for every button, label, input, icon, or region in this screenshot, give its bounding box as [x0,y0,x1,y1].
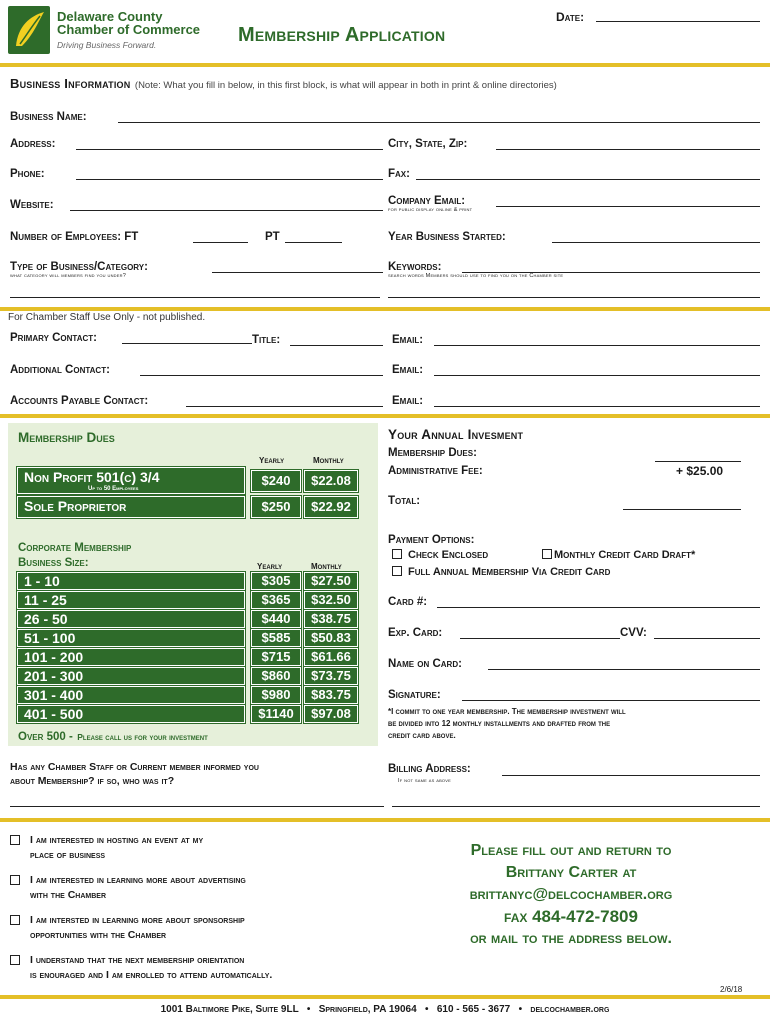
ft-field[interactable] [193,242,248,243]
commit-note-3: credit card above. [388,731,456,740]
date-field[interactable] [596,21,760,22]
pt-label: PT [265,231,280,243]
city-label: City, State, Zip: [388,138,468,150]
corporate-monthly: $32.50 [304,591,358,609]
phone-field[interactable] [76,179,383,180]
return-info [396,840,746,950]
monthly-cc-label: Monthly Credit Card Draft* [554,549,696,561]
corporate-title-1: Corporate Membership [18,542,132,554]
corporate-size: 401 - 500 [24,706,84,722]
org-name-line2: Chamber of Commerce [57,22,201,37]
referral-question [10,760,259,788]
return-line-5: or mail to the address below. [470,930,672,947]
corporate-yearly: $440 [251,610,301,628]
corporate-size: 301 - 400 [24,687,84,703]
cvv-label: CVV: [620,627,647,639]
website-label: Website: [10,199,54,211]
over-500-label: Over 500 - [18,731,73,743]
business-name-label: Business Name: [10,111,87,123]
return-line-2: Brittany Carter at [505,864,637,881]
exp-field[interactable] [460,638,620,639]
company-email-label: Company Email: [388,195,466,207]
primary-contact-label: Primary Contact: [10,332,97,344]
employees-label: Number of Employees: FT [10,231,139,243]
billing-field-2[interactable] [392,806,760,807]
admin-fee-value: + $25.00 [676,464,724,478]
monthly-cc-option[interactable] [542,549,695,561]
corporate-title [18,541,131,571]
interest-line-2: is enouraged and I am enrolled to attend automatically. [30,969,273,981]
keywords-label: Keywords: [388,261,442,273]
corp-monthly-header: Monthly [311,562,342,571]
corporate-size: 1 - 10 [24,573,60,589]
nonprofit-yearly: $240 [251,470,301,492]
billing-label: Billing Address: [388,763,471,775]
type-sub: what category will members find you under? [10,273,126,279]
interest-line-2: opportunities with the Chamber [30,929,167,941]
sole-row [17,496,245,518]
additional-contact-field[interactable] [140,375,383,376]
interest-line-2: with the Chamber [30,889,107,901]
checkbox[interactable] [542,549,552,559]
email-field-1[interactable] [434,345,760,346]
year-started-field[interactable] [552,242,760,243]
divider [0,63,770,67]
fax-label: Fax: [388,168,410,180]
type-field-2[interactable] [10,297,380,298]
corporate-size: 101 - 200 [24,649,84,665]
corporate-monthly: $38.75 [304,610,358,628]
interest-line-1: I understand that the next membership orientation [30,954,245,966]
corporate-size-row [17,686,245,704]
interest-line-2: place of business [30,849,106,861]
total-field[interactable] [623,509,741,510]
sole-monthly: $22.92 [304,496,358,518]
business-info-note: (Note: What you fill in below, in this first block, is what will appear in both in print & online directories) [134,80,557,91]
corporate-yearly: $980 [251,686,301,704]
corporate-size-row [17,610,245,628]
fax-field[interactable] [416,179,760,180]
membership-dues-label: Membership Dues: [388,447,477,459]
keywords-sub: search words Members should use to find you on the Chamber site [388,273,564,279]
type-label: Type of Business/Category: [10,261,148,273]
over-500-row [18,727,208,745]
chamber-logo [8,6,50,54]
check-enclosed-label: Check Enclosed [408,549,489,561]
city-field[interactable] [496,149,760,150]
corporate-yearly: $1140 [251,705,301,723]
divider [0,414,770,418]
sole-yearly: $250 [251,496,301,518]
checkbox[interactable] [10,835,20,845]
corporate-size: 201 - 300 [24,668,84,684]
monthly-header: Monthly [313,456,344,465]
accounts-payable-field[interactable] [186,406,383,407]
org-name [57,10,200,36]
corporate-size-row [17,648,245,666]
corp-yearly-header: Yearly [257,562,283,571]
commit-note-1: *I commit to one year membership. The membership investment will [388,707,626,716]
dues-title: Membership Dues [18,430,115,445]
interest-option[interactable] [10,873,246,903]
interest-line-1: I am intersted in learning more about sponsorship [30,914,245,926]
card-num-label: Card #: [388,596,428,608]
address-label: Address: [10,138,56,150]
interest-option[interactable] [10,913,245,943]
business-name-field[interactable] [118,122,760,123]
email-label-1: Email: [392,334,424,346]
name-on-card-label: Name on Card: [388,658,462,670]
billing-field[interactable] [502,775,760,776]
name-on-card-field[interactable] [488,669,760,670]
signature-label: Signature: [388,689,441,701]
interest-option[interactable] [10,953,272,983]
pt-field[interactable] [285,242,342,243]
commit-note [388,706,626,742]
corporate-monthly: $83.75 [304,686,358,704]
full-annual-label: Full Annual Membership Via Credit Card [408,566,611,578]
corporate-monthly: $50.83 [304,629,358,647]
corporate-yearly: $715 [251,648,301,666]
sole-name: Sole Proprietor [24,498,127,514]
referral-line-1: Has any Chamber Staff or Current member informed you [10,761,259,773]
interest-option[interactable] [10,833,203,863]
corporate-size: 26 - 50 [24,611,68,627]
email-label-3: Email: [392,395,424,407]
investment-title: Your Annual Invesment [388,427,524,442]
return-line-1: Please fill out and return to [470,842,672,859]
corporate-yearly: $305 [251,572,301,590]
corporate-monthly: $61.66 [304,648,358,666]
additional-contact-label: Additional Contact: [10,364,110,376]
title-field[interactable] [290,345,383,346]
nonprofit-sub: Up to 50 Employees [88,486,139,492]
company-email-field[interactable] [496,206,760,207]
checkbox[interactable] [392,549,402,559]
corporate-yearly: $860 [251,667,301,685]
date-code: 2/6/18 [720,985,743,994]
org-name-line1: Delaware County [57,9,163,24]
corporate-monthly: $27.50 [304,572,358,590]
check-enclosed-option[interactable] [392,549,488,561]
billing-sub: If not same as above [398,778,451,784]
checkbox[interactable] [392,566,402,576]
nonprofit-monthly: $22.08 [304,470,358,492]
divider [0,818,770,822]
primary-contact-field[interactable] [122,343,252,344]
divider [0,307,770,311]
corporate-size: 11 - 25 [24,592,67,608]
leaf-logo-icon [8,6,50,54]
corporate-yearly: $365 [251,591,301,609]
cvv-field[interactable] [654,638,760,639]
title-label: Title: [252,334,281,346]
interest-line-1: I am interested in learning more about advertising [30,874,246,886]
corporate-size-row [17,572,245,590]
corporate-title-2: Business Size: [18,557,89,569]
business-info-heading-row [10,75,557,93]
corporate-yearly: $585 [251,629,301,647]
year-started-label: Year Business Started: [388,231,506,243]
email-label-2: Email: [392,364,424,376]
page-title: Membership Application [238,24,446,46]
date-label: Date: [556,10,585,24]
exp-label: Exp. Card: [388,627,443,639]
website-field[interactable] [70,210,383,211]
email-field-3[interactable] [434,406,760,407]
yearly-header: Yearly [259,456,285,465]
company-email-sub: for public display online & print [388,207,473,213]
interest-line-1: I am interested in hosting an event at my [30,834,204,846]
business-info-heading: Business Information [10,76,131,91]
nonprofit-row [17,467,245,494]
keywords-field-2[interactable] [388,297,760,298]
corporate-size-row [17,705,245,723]
nonprofit-name: Non Profit 501(c) 3/4 [24,469,160,485]
checkbox[interactable] [10,875,20,885]
footer-address: 1001 Baltimore Pike, Suite 9LL • Springfield, PA 19064 • 610 - 565 - 3677 • delcochamber.org [160,1004,610,1015]
address-field[interactable] [76,149,383,150]
return-fax: fax 484-472-7809 [504,907,638,926]
commit-note-2: be divided into 12 monthly installments and drafted from the [388,719,611,728]
membership-dues-field[interactable] [655,461,741,462]
corporate-size-row [17,591,245,609]
tagline: Driving Business Forward. [57,40,157,50]
checkbox[interactable] [10,955,20,965]
corporate-size-row [17,629,245,647]
card-num-field[interactable] [437,607,760,608]
email-field-2[interactable] [434,375,760,376]
payment-options-label: Payment Options: [388,534,475,546]
full-annual-option[interactable] [392,566,610,578]
return-email[interactable]: brittanyc@delcochamber.org [469,886,673,903]
corporate-size-row [17,667,245,685]
accounts-payable-label: Accounts Payable Contact: [10,395,149,407]
admin-fee-label: Administrative Fee: [388,465,483,477]
type-field[interactable] [212,272,383,273]
divider [0,995,770,999]
referral-field[interactable] [10,806,384,807]
referral-line-2: about Membership? if so, who was it? [10,775,175,787]
signature-field[interactable] [462,700,760,701]
total-label: Total: [388,495,421,507]
staff-note: For Chamber Staff Use Only - not published. [8,312,206,323]
checkbox[interactable] [10,915,20,925]
corporate-monthly: $97.08 [304,705,358,723]
corporate-monthly: $73.75 [304,667,358,685]
phone-label: Phone: [10,168,45,180]
corporate-size: 51 - 100 [24,630,76,646]
over-500-note: Please call us for your investment [77,732,208,742]
